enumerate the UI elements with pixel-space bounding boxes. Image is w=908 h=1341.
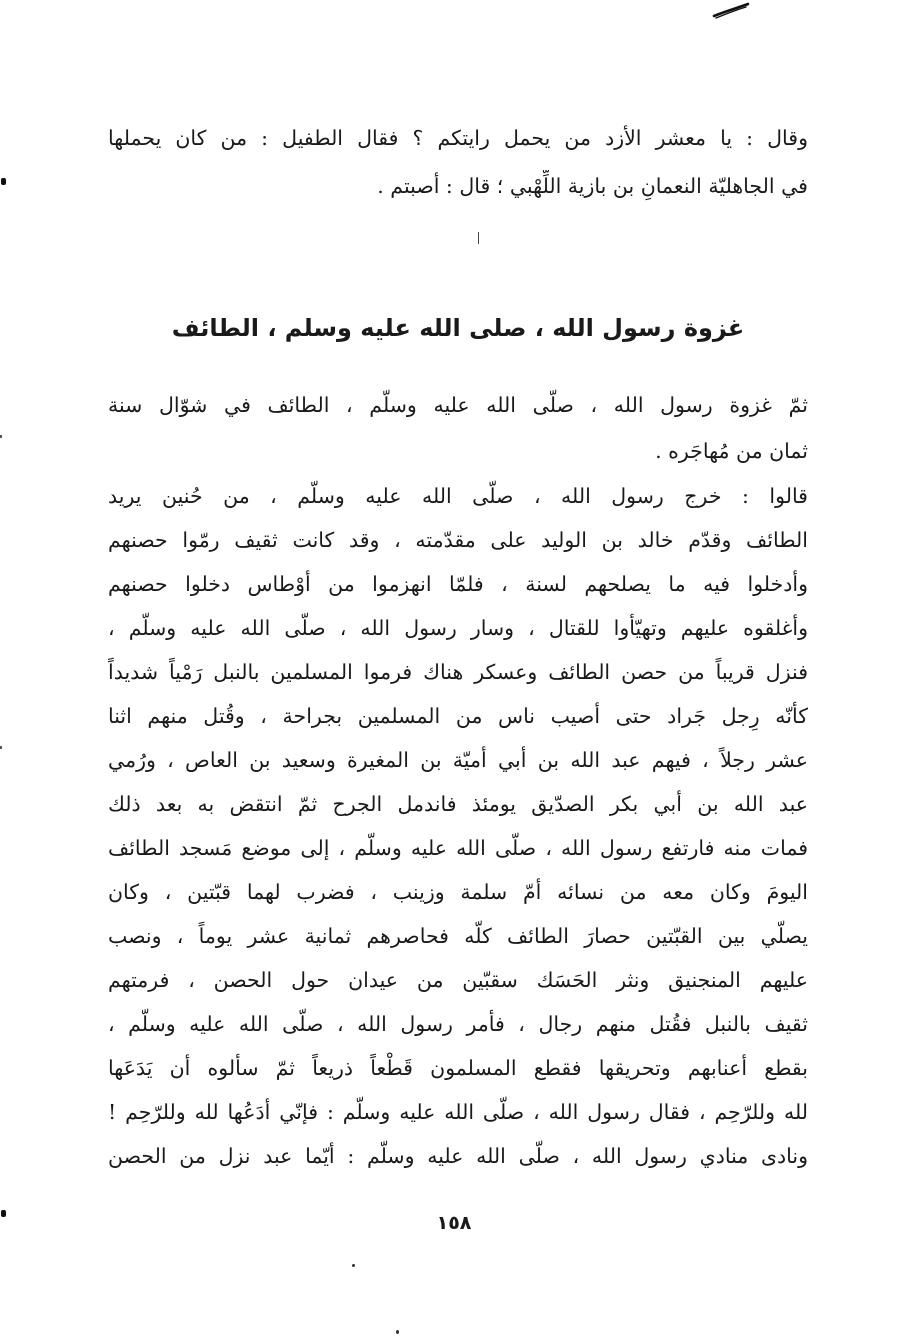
paragraph2-line: عليهم المنجنيق ونثر الحَسَك سقبّين من عيدان حول الحصن ، فرمتهم bbox=[108, 968, 808, 992]
section-heading: غزوة رسول الله ، صلى الله عليه وسلم ، الطائف bbox=[171, 314, 745, 342]
paragraph2-line: اليومَ وكان معه من نسائه أمّ سلمة وزينب ، فضرب لهما قبّتين ، وكان bbox=[108, 880, 808, 904]
scan-speck-mark bbox=[0, 435, 2, 438]
paragraph2-line: وأدخلوا فيه ما يصلحهم لسنة ، فلمّا انهزموا من أوْطاس دخلوا حصنهم bbox=[108, 572, 808, 596]
paragraph1-line: ثمّ غزوة رسول الله ، صلّى الله عليه وسلّم ، الطائف في شوّال سنة bbox=[108, 393, 808, 417]
intro-line: في الجاهليّة النعمانِ بن بازية اللِّهْبي ؛ قال : أصبتم . bbox=[377, 174, 808, 198]
paragraph2-line: يصلّي بين القبّتين حصارَ الطائف كلّه فحاصرهم ثمانية عشر يوماً ، ونصب bbox=[108, 924, 808, 948]
paragraph2-line: لله وللرّحِم ، فقال رسول الله ، صلّى الله عليه وسلّم : فإنّي أدَعُها لله وللرّحِم ! bbox=[108, 1100, 808, 1124]
paragraph1-line: ثمان من مُهاجَره . bbox=[655, 439, 808, 463]
pen-stroke-mark bbox=[712, 0, 752, 22]
paragraph2-line: عشر رجلاً ، فيهم عبد الله بن أبي أميّة بن المغيرة وسعيد بن العاص ، ورُمي bbox=[108, 748, 808, 772]
paragraph2-line: ونادى منادي رسول الله ، صلّى الله عليه وسلّم : أيّما عبد نزل من الحصن bbox=[108, 1144, 808, 1168]
scan-speck-mark bbox=[478, 232, 479, 244]
scan-speck-mark bbox=[0, 746, 2, 749]
margin-dot-mark bbox=[1, 178, 6, 185]
paragraph2-line: قالوا : خرج رسول الله ، صلّى الله عليه وسلّم ، من حُنين يريد bbox=[108, 484, 808, 508]
paragraph2-line: الطائف وقدّم خالد بن الوليد على مقدّمته ، وقد كانت ثقيف رمّوا حصنهم bbox=[108, 528, 808, 552]
paragraph2-line: ثقيف بالنبل فقُتل منهم رجال ، فأمر رسول الله ، صلّى الله عليه وسلّم ، bbox=[108, 1012, 808, 1036]
paragraph2-line: عبد الله بن أبي بكر الصدّيق يومئذ فاندمل الجرح ثمّ انتقض به بعد ذلك bbox=[108, 792, 808, 816]
scan-speck-mark bbox=[396, 1330, 399, 1334]
paragraph2-line: بقطع أعنابهم وتحريقها فقطع المسلمون قَطْعاً ذريعاً ثمّ سألوه أن يَدَعَها bbox=[108, 1056, 808, 1080]
page-number: ١٥٨ bbox=[436, 1212, 472, 1234]
paragraph2-line: فنزل قريباً من حصن الطائف وعسكر هناك فرموا المسلمين بالنبل رَمْياً شديداً bbox=[108, 660, 808, 684]
paragraph2-line: فمات منه فارتفع رسول الله ، صلّى الله عليه وسلّم ، إلى موضع مَسجد الطائف bbox=[108, 836, 808, 860]
intro-line: وقال : يا معشر الأزد من يحمل رايتكم ؟ فقال الطفيل : من كان يحملها bbox=[108, 126, 808, 150]
scan-speck-mark bbox=[352, 1264, 355, 1267]
paragraph2-line: وأغلقوه عليهم وتهيّأوا للقتال ، وسار رسول الله ، صلّى الله عليه وسلّم ، bbox=[108, 616, 808, 640]
paragraph2-line: كأنّه رِجل جَراد حتى أصيب ناس من المسلمين بجراحة ، وقُتل منهم اثنا bbox=[108, 704, 808, 728]
margin-dot-mark bbox=[1, 1210, 6, 1217]
